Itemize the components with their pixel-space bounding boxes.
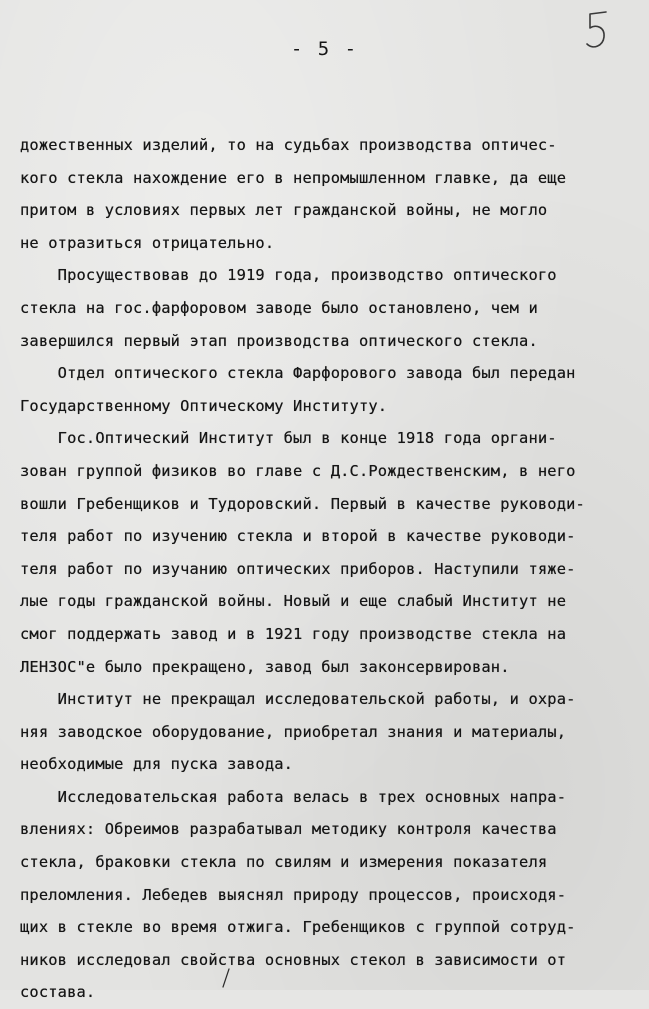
- text-line: кого стекла нахождение его в непромышленном главке, да еще: [20, 168, 567, 187]
- page-number: - 5 -: [290, 38, 359, 60]
- text-line: щих в стекле во время отжига. Гребенщиков с группой сотруд-: [20, 918, 576, 937]
- text-line: ЛЕНЗОС"е было прекращено, завод был законсервирован.: [20, 657, 510, 676]
- text-line: теля работ по изучанию оптических приборов. Наступили тяже-: [20, 559, 576, 578]
- text-line: завершился первый этап производства оптического стекла.: [20, 331, 538, 350]
- text-line: ников исследовал свойства основных стекол в зависимости от: [20, 950, 567, 969]
- text-line: Отдел оптического стекла Фарфорового завода был передан: [20, 364, 576, 383]
- text-line: няя заводское оборудование, приобретал знания и материалы,: [20, 722, 567, 741]
- text-line: преломления. Лебедев выяснял природу процессов, происходя-: [20, 885, 567, 904]
- text-line: лые годы гражданской войны. Новый и еще слабый Институт не: [20, 592, 567, 611]
- text-line: влениях: Обреимов разрабатывал методику контроля качества: [20, 820, 557, 839]
- text-line: притом в условиях первых лет гражданской войны, не могло: [20, 201, 548, 220]
- text-line: Государственному Оптическому Институту.: [20, 396, 388, 415]
- handwritten-page-number: [584, 8, 610, 56]
- text-line: теля работ по изучению стекла и второй в качестве руководи-: [20, 527, 576, 546]
- text-line: смог поддержать завод и в 1921 году производстве стекла на: [20, 624, 567, 643]
- text-line: Исследовательская работа велась в трех основных напра-: [20, 787, 567, 806]
- text-line: вошли Гребенщиков и Тудоровский. Первый в качестве руководи-: [20, 494, 585, 513]
- text-line: Институт не прекращал исследовательской работы, и охра-: [20, 690, 576, 709]
- text-line: необходимые для пуска завода.: [20, 755, 294, 774]
- text-line: состава.: [20, 983, 96, 1002]
- body-text: [20, 129, 632, 1009]
- text-line: Гос.Оптический Институт был в конце 1918 года органи-: [20, 429, 557, 448]
- text-line: Просуществовав до 1919 года, производство оптического: [20, 266, 557, 285]
- text-line: не отразиться отрицательно.: [20, 233, 275, 252]
- pen-mark: [221, 968, 231, 988]
- text-line: зован группой физиков во главе с Д.С.Рождественским, в него: [20, 461, 576, 480]
- text-line: стекла, браковки стекла по свилям и измерения показателя: [20, 853, 548, 872]
- text-line: стекла на гос.фарфоровом заводе было остановлено, чем и: [20, 298, 538, 317]
- text-line: дожественных изделий, то на судьбах производства оптичес-: [20, 136, 557, 154]
